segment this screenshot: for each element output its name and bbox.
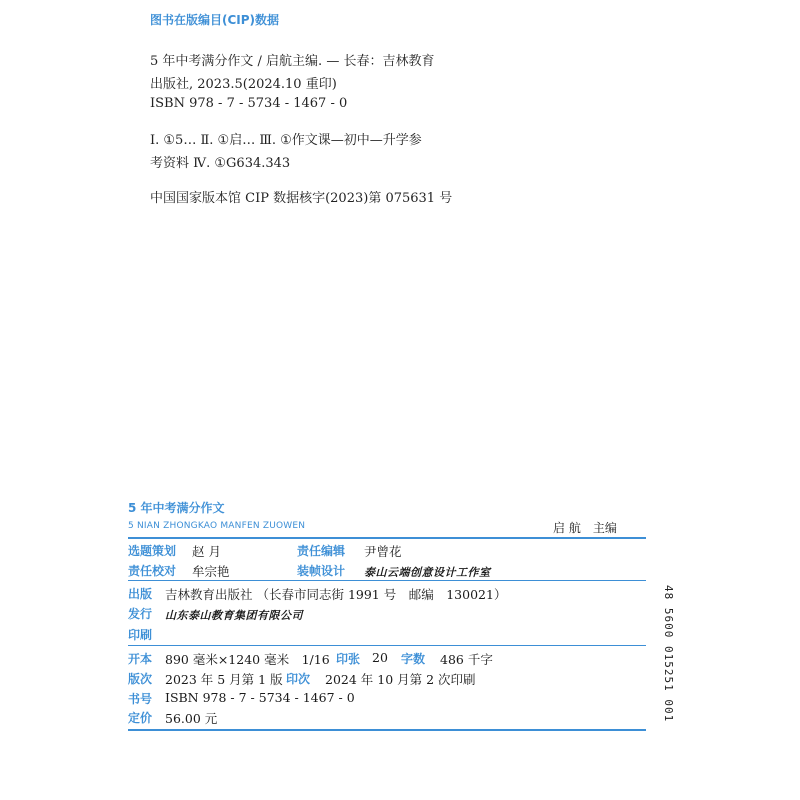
cip-heading: 图书在版编目(CIP)数据: [150, 13, 280, 27]
printing-label: 印次: [286, 672, 311, 686]
printer-label: 印刷: [128, 628, 153, 642]
words-value: 486 千字: [440, 652, 493, 667]
cip-line-1: 5 年中考满分作文 / 启航主编. — 长春：吉林教育: [150, 54, 435, 69]
editor-value: 尹曾花: [364, 544, 402, 559]
cip-line-2: 出版社, 2023.5(2024.10 重印): [150, 77, 337, 92]
divider-2: [128, 580, 646, 581]
sheets-value: 20: [372, 650, 388, 665]
proofreader-value: 牟宗艳: [192, 564, 230, 579]
book-title-pinyin: 5 NIAN ZHONGKAO MANFEN ZUOWEN: [128, 521, 306, 531]
isbn-value: ISBN 978 - 7 - 5734 - 1467 - 0: [165, 690, 355, 705]
divider-bottom: [128, 729, 646, 731]
chief-editor-role: 主编: [592, 521, 617, 535]
divider-3: [128, 645, 646, 646]
distributor-value: 山东泰山教育集团有限公司: [165, 609, 303, 622]
distributor-label: 发行: [128, 607, 153, 621]
chief-editor: [553, 519, 617, 536]
printing-value: 2024 年 10 月第 2 次印刷: [325, 672, 476, 687]
divider-top: [128, 537, 646, 539]
designer-label: 装帧设计: [297, 564, 346, 578]
publisher-label: 出版: [128, 587, 153, 601]
cip-record-number: 中国国家版本馆 CIP 数据核字(2023)第 075631 号: [150, 191, 453, 206]
barcode-number: 48 5600 015251 001: [662, 585, 675, 723]
words-label: 字数: [401, 652, 426, 666]
edition-value: 2023 年 5 月第 1 版: [165, 672, 283, 687]
format-value: 890 毫米×1240 毫米 1/16: [165, 652, 330, 667]
publisher-value: 吉林教育出版社 （长春市同志街 1991 号 邮编 130021）: [165, 587, 507, 602]
edition-label: 版次: [128, 672, 153, 686]
price-value: 56.00 元: [165, 711, 218, 726]
cip-class-2: 考资料 Ⅳ. ①G634.343: [150, 156, 291, 171]
cip-class-1: Ⅰ. ①5… Ⅱ. ①启… Ⅲ. ①作文课—初中—升学参: [150, 133, 422, 148]
chief-editor-name: 启 航: [553, 521, 581, 535]
designer-value: 泰山云端创意设计工作室: [364, 566, 491, 579]
price-label: 定价: [128, 711, 153, 725]
cip-isbn: ISBN 978 - 7 - 5734 - 1467 - 0: [150, 96, 348, 111]
sheets-label: 印张: [336, 652, 361, 666]
book-title: 5 年中考满分作文: [128, 501, 225, 515]
proofreader-label: 责任校对: [128, 564, 177, 578]
editor-label: 责任编辑: [297, 544, 346, 558]
planner-label: 选题策划: [128, 544, 177, 558]
isbn-label: 书号: [128, 692, 153, 706]
planner-value: 赵 月: [192, 544, 221, 559]
format-label: 开本: [128, 652, 153, 666]
